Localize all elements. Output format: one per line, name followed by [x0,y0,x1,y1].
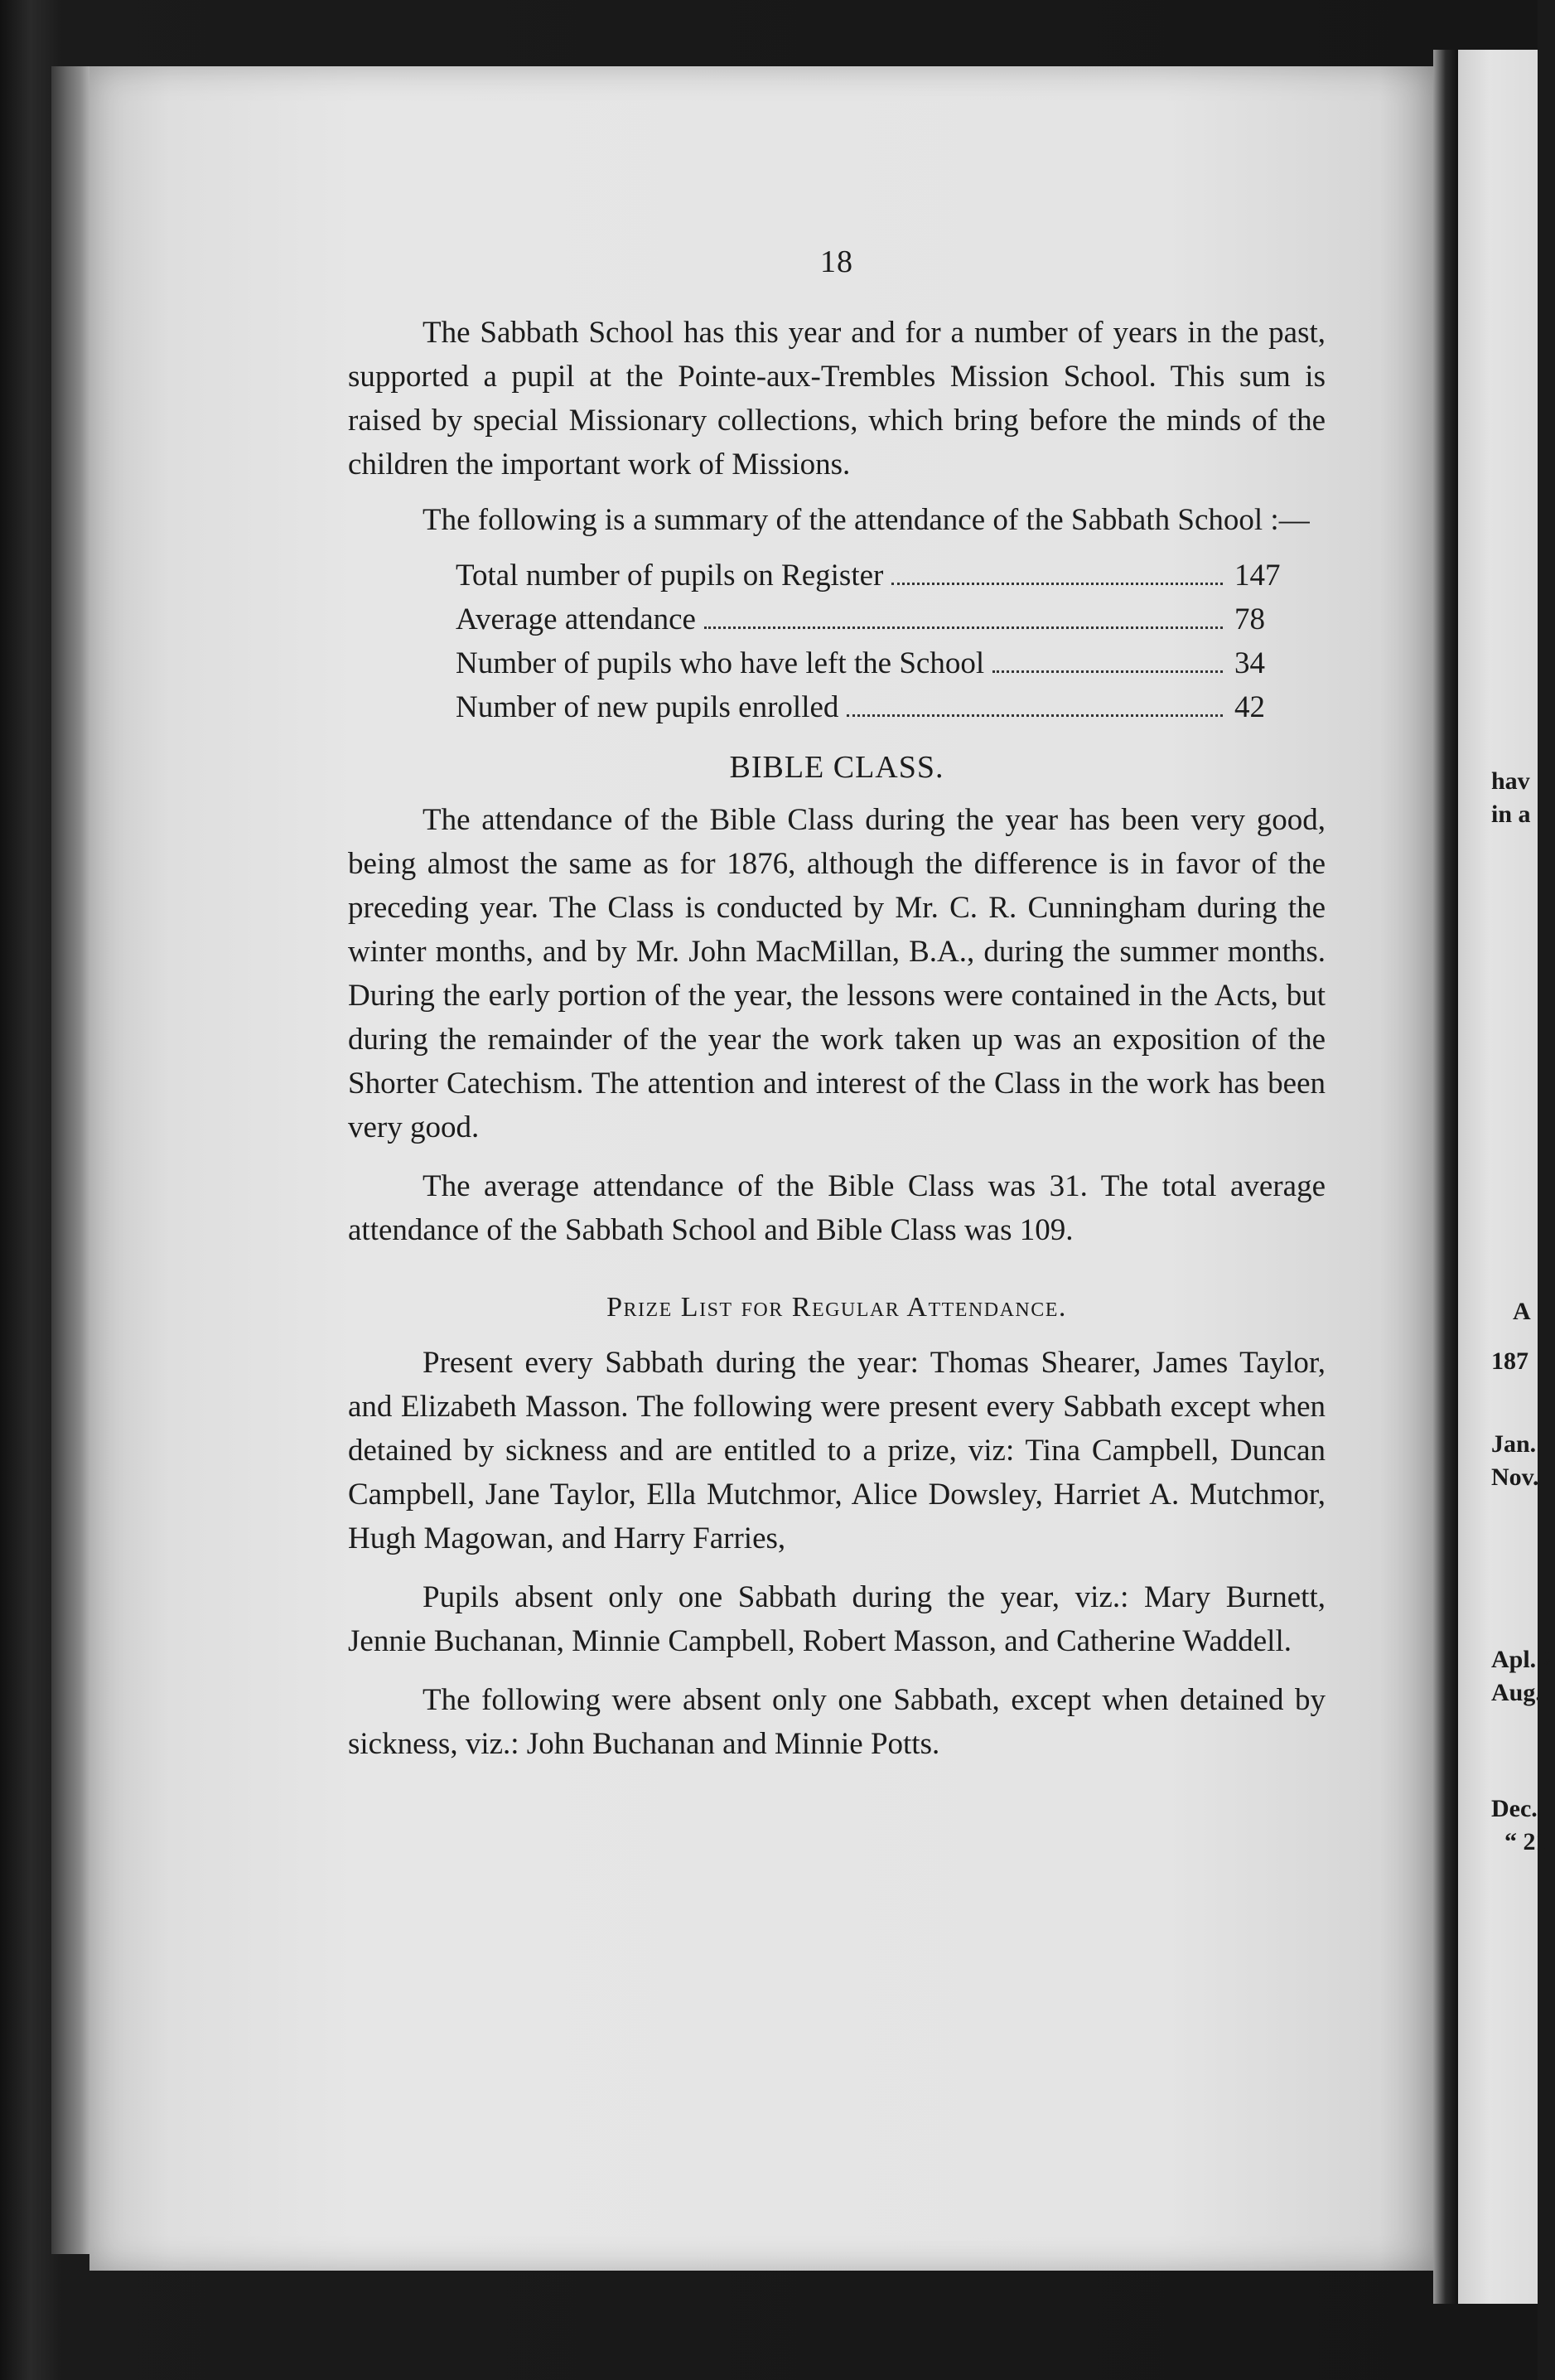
summary-row [456,641,1284,685]
fragment-4: Jan. [1491,1430,1537,1458]
fragment-6: Apl. 2 [1491,1646,1555,1673]
prize-list-heading: Prize List for Regular Attendance. [606,1292,1067,1323]
fragment-3: 187 [1491,1347,1528,1375]
fragment-5: Nov. [1491,1463,1539,1491]
leader-dots [847,714,1223,717]
leader-dots [891,583,1223,585]
bible-class-paragraph-1: The attendance of the Bible Class during the year has been very good, being almost the same as for 1876, although the difference is in favor of the preceding year. The Class is conducted by Mr. C. R. Cunningham during the winter months, and by Mr. John MacMillan, B.A., during the summer months. During the early portion of the year, the lessons were contained in the Acts, but during the remainder of the year the work taken up was an exposition of the Shorter Catechism. The attention and interest of the Class in the work has been very good. [348,803,1326,1144]
bible-class-heading: BIBLE CLASS. [729,750,944,785]
summary-row [456,554,1284,597]
fragment-2: A [1513,1298,1531,1325]
prize-paragraph-3: The following were absent only one Sabbath, except when detained by sickness, viz.: John Buchanan and Minnie Potts. [348,1683,1326,1761]
summary-row [456,597,1284,641]
fragment-1: in a [1491,801,1531,828]
fragment-7: Aug. [1491,1679,1542,1706]
summary-row [456,685,1284,729]
book-gutter [1433,50,1458,2304]
summary-label: Total number of pupils on Register [456,559,884,593]
page-number: 18 [820,244,853,279]
summary-value: 78 [1234,602,1265,636]
leader-dots [992,670,1223,673]
leader-dots [704,626,1223,629]
page-content [348,240,1326,1781]
summary-label: Number of new pupils enrolled [456,690,839,724]
attendance-summary [456,554,1284,729]
prize-paragraph-1: Present every Sabbath during the year: Thomas Shearer, James Taylor, and Elizabeth Masson. The following were present every Sabbath except when detained by sickness and are entitled to a prize, viz: Tina Campbell, Duncan Campbell, Jane Taylor, Ella Mutchmor, Alice Dowsley, Harriet A. Mutchmor, Hugh Magowan, and Harry Farries, [348,1346,1326,1555]
summary-label: Average attendance [456,602,696,636]
intro-paragraph-1: The Sabbath School has this year and for a number of years in the past, supported a pupil at the Pointe-aux-Trembles Mission School. This sum is raised by special Missionary collections, which bring before the minds of the children the important work of Missions. [348,316,1326,481]
summary-value: 34 [1234,646,1265,680]
summary-value: 147 [1234,559,1281,593]
fragment-0: hav [1491,767,1530,795]
adjacent-page [1458,50,1555,2304]
fragment-8: Dec. [1491,1795,1538,1822]
fragment-9: “ 21 [1504,1828,1548,1855]
bible-class-paragraph-2: The average attendance of the Bible Class was 31. The total average attendance of the Sabbath School and Bible Class was 109. [348,1169,1326,1247]
book-spine-edge [51,66,93,2254]
intro-paragraph-2: The following is a summary of the attendance of the Sabbath School :— [423,503,1310,537]
summary-value: 42 [1234,690,1265,724]
summary-label: Number of pupils who have left the School [456,646,985,680]
prize-paragraph-2: Pupils absent only one Sabbath during the year, viz.: Mary Burnett, Jennie Buchanan, Minnie Campbell, Robert Masson, and Catherine Waddell. [348,1580,1326,1658]
